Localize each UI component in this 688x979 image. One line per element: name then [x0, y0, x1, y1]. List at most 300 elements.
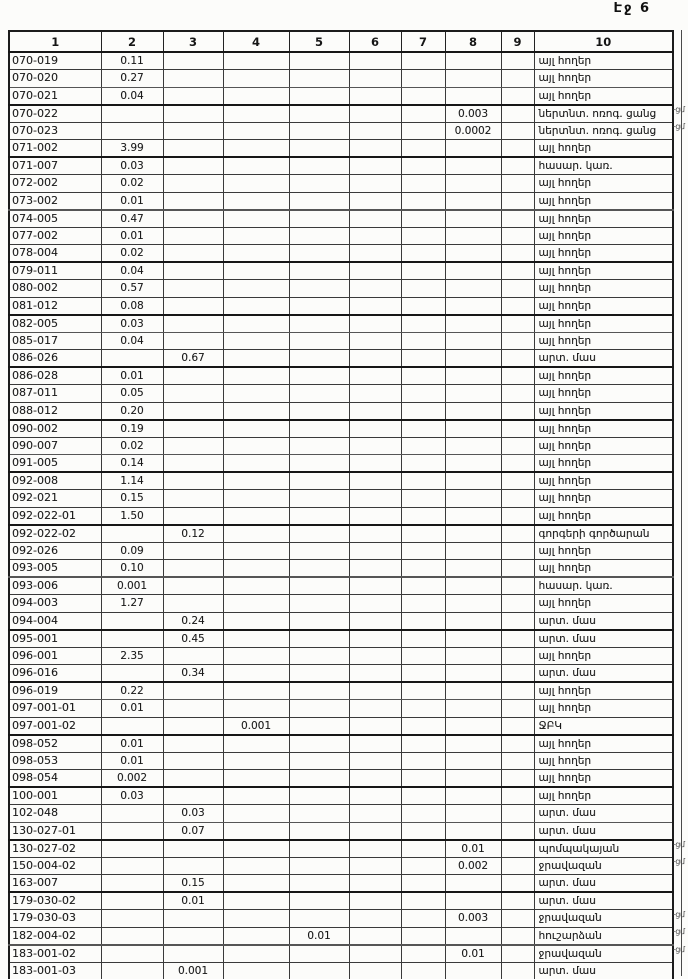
area-value-cell: 1.50	[101, 507, 163, 525]
table-row	[9, 490, 673, 508]
area-value-cell: 0.01	[101, 735, 163, 753]
area-value-cell	[445, 682, 501, 700]
area-value-cell	[401, 245, 445, 263]
area-value-cell	[223, 892, 289, 910]
land-register-table	[8, 30, 674, 979]
land-use-label: այլ հողեր	[534, 437, 673, 455]
area-value-cell	[501, 315, 534, 333]
area-value-cell: 0.15	[163, 875, 223, 893]
parcel-code: 085-017	[9, 332, 101, 350]
area-value-cell	[501, 927, 534, 945]
parcel-code: 130-027-02	[9, 840, 101, 858]
area-value-cell	[501, 962, 534, 979]
column-header: 5	[289, 31, 349, 52]
area-value-cell	[349, 927, 401, 945]
area-value-cell: 1.14	[101, 472, 163, 490]
area-value-cell	[445, 805, 501, 823]
parcel-code: 078-004	[9, 245, 101, 263]
table-row	[9, 122, 673, 140]
table-row	[9, 70, 673, 88]
parcel-code: 071-002	[9, 140, 101, 158]
parcel-code: 070-022	[9, 105, 101, 123]
area-value-cell: 0.07	[163, 822, 223, 840]
area-value-cell	[401, 945, 445, 963]
table-row	[9, 437, 673, 455]
area-value-cell	[163, 175, 223, 193]
area-value-cell	[289, 297, 349, 315]
land-use-label: այլ հողեր	[534, 332, 673, 350]
area-value-cell	[163, 910, 223, 928]
area-value-cell	[401, 262, 445, 280]
area-value-cell	[163, 122, 223, 140]
area-value-cell	[501, 735, 534, 753]
area-value-cell	[445, 385, 501, 403]
area-value-cell	[223, 962, 289, 979]
area-value-cell	[501, 402, 534, 420]
area-value-cell	[401, 787, 445, 805]
area-value-cell	[445, 542, 501, 560]
table-row	[9, 717, 673, 735]
table-row	[9, 962, 673, 979]
area-value-cell	[349, 682, 401, 700]
table-row	[9, 630, 673, 648]
area-value-cell	[289, 437, 349, 455]
parcel-code: 092-008	[9, 472, 101, 490]
area-value-cell	[501, 700, 534, 718]
parcel-code: 130-027-01	[9, 822, 101, 840]
area-value-cell	[289, 752, 349, 770]
parcel-code: 096-019	[9, 682, 101, 700]
parcel-code: 091-005	[9, 455, 101, 473]
area-value-cell	[349, 805, 401, 823]
area-value-cell	[445, 420, 501, 438]
area-value-cell	[445, 507, 501, 525]
area-value-cell	[223, 752, 289, 770]
table-row	[9, 752, 673, 770]
area-value-cell	[223, 490, 289, 508]
table-row	[9, 525, 673, 543]
land-use-label: ՋԲԿ	[534, 717, 673, 735]
area-value-cell	[223, 525, 289, 543]
area-value-cell: 0.01	[101, 752, 163, 770]
parcel-code: 096-001	[9, 647, 101, 665]
area-value-cell	[501, 297, 534, 315]
land-use-label: այլ հողեր	[534, 402, 673, 420]
area-value-cell: 0.001	[163, 962, 223, 979]
area-value-cell	[163, 245, 223, 263]
area-value-cell	[349, 630, 401, 648]
land-use-label: այլ հողեր	[534, 245, 673, 263]
area-value-cell	[401, 700, 445, 718]
area-value-cell	[289, 770, 349, 788]
area-value-cell	[223, 472, 289, 490]
area-value-cell	[401, 542, 445, 560]
area-value-cell	[289, 122, 349, 140]
area-value-cell	[289, 420, 349, 438]
area-value-cell	[349, 840, 401, 858]
area-value-cell	[349, 262, 401, 280]
area-value-cell	[501, 122, 534, 140]
area-value-cell: 0.01	[101, 367, 163, 385]
table-row	[9, 647, 673, 665]
area-value-cell	[223, 560, 289, 578]
parcel-code: 094-003	[9, 595, 101, 613]
area-value-cell	[401, 157, 445, 175]
area-value-cell	[349, 665, 401, 683]
parcel-code: 079-011	[9, 262, 101, 280]
parcel-code: 081-012	[9, 297, 101, 315]
area-value-cell	[401, 385, 445, 403]
area-value-cell	[289, 175, 349, 193]
area-value-cell	[223, 577, 289, 595]
parcel-code: 071-007	[9, 157, 101, 175]
table-row	[9, 507, 673, 525]
area-value-cell	[349, 595, 401, 613]
table-row	[9, 682, 673, 700]
area-value-cell	[289, 367, 349, 385]
area-value-cell: 0.19	[101, 420, 163, 438]
area-value-cell	[289, 472, 349, 490]
area-value-cell	[101, 665, 163, 683]
area-value-cell	[349, 717, 401, 735]
table-row	[9, 665, 673, 683]
area-value-cell	[289, 262, 349, 280]
area-value-cell	[401, 630, 445, 648]
parcel-code: 102-048	[9, 805, 101, 823]
area-value-cell	[163, 647, 223, 665]
parcel-code: 097-001-02	[9, 717, 101, 735]
area-value-cell	[163, 840, 223, 858]
area-value-cell	[163, 385, 223, 403]
area-value-cell	[289, 350, 349, 368]
area-value-cell	[101, 945, 163, 963]
land-use-label: այլ հողեր	[534, 700, 673, 718]
area-value-cell	[223, 612, 289, 630]
area-value-cell	[223, 122, 289, 140]
margin-annotation: -ցմ	[672, 121, 685, 132]
table-row	[9, 612, 673, 630]
table-row	[9, 770, 673, 788]
area-value-cell	[163, 542, 223, 560]
land-use-label: այլ հողեր	[534, 787, 673, 805]
parcel-code: 098-054	[9, 770, 101, 788]
land-use-label: այլ հողեր	[534, 420, 673, 438]
area-value-cell: 0.02	[101, 175, 163, 193]
land-use-label: ջրավազան	[534, 945, 673, 963]
area-value-cell	[163, 367, 223, 385]
area-value-cell	[101, 840, 163, 858]
area-value-cell	[501, 245, 534, 263]
area-value-cell	[223, 192, 289, 210]
area-value-cell	[349, 122, 401, 140]
area-value-cell	[223, 437, 289, 455]
parcel-code: 086-028	[9, 367, 101, 385]
area-value-cell	[501, 647, 534, 665]
area-value-cell	[445, 787, 501, 805]
area-value-cell	[501, 770, 534, 788]
parcel-code: 070-021	[9, 87, 101, 105]
area-value-cell	[163, 735, 223, 753]
area-value-cell	[163, 682, 223, 700]
area-value-cell	[223, 700, 289, 718]
area-value-cell: 0.27	[101, 70, 163, 88]
area-value-cell	[223, 297, 289, 315]
area-value-cell	[349, 507, 401, 525]
table-row	[9, 350, 673, 368]
table-row	[9, 367, 673, 385]
parcel-code: 090-002	[9, 420, 101, 438]
area-value-cell: 0.02	[101, 245, 163, 263]
area-value-cell	[445, 630, 501, 648]
area-value-cell: 0.0002	[445, 122, 501, 140]
area-value-cell	[501, 105, 534, 123]
area-value-cell: 0.47	[101, 210, 163, 228]
land-use-label: այլ հողեր	[534, 472, 673, 490]
area-value-cell	[349, 822, 401, 840]
column-header: 9	[501, 31, 534, 52]
column-header: 10	[534, 31, 673, 52]
area-value-cell	[349, 542, 401, 560]
area-value-cell	[289, 612, 349, 630]
area-value-cell	[401, 140, 445, 158]
area-value-cell: 0.14	[101, 455, 163, 473]
area-value-cell: 0.04	[101, 332, 163, 350]
area-value-cell	[501, 140, 534, 158]
area-value-cell	[289, 52, 349, 70]
area-value-cell	[163, 192, 223, 210]
area-value-cell	[349, 770, 401, 788]
area-value-cell	[289, 910, 349, 928]
column-header: 7	[401, 31, 445, 52]
parcel-code: 088-012	[9, 402, 101, 420]
area-value-cell	[101, 612, 163, 630]
area-value-cell: 0.01	[289, 927, 349, 945]
table-row	[9, 297, 673, 315]
land-use-label: այլ հողեր	[534, 87, 673, 105]
parcel-code: 073-002	[9, 192, 101, 210]
area-value-cell	[223, 385, 289, 403]
area-value-cell	[445, 700, 501, 718]
area-value-cell	[501, 175, 534, 193]
area-value-cell	[501, 840, 534, 858]
area-value-cell	[501, 332, 534, 350]
area-value-cell	[289, 665, 349, 683]
area-value-cell	[401, 227, 445, 245]
area-value-cell	[501, 717, 534, 735]
table-row	[9, 910, 673, 928]
parcel-code: 094-004	[9, 612, 101, 630]
land-use-label: այլ հողեր	[534, 280, 673, 298]
area-value-cell	[163, 402, 223, 420]
land-use-label: ջրավազան	[534, 910, 673, 928]
area-value-cell	[101, 805, 163, 823]
area-value-cell	[501, 87, 534, 105]
area-value-cell: 0.02	[101, 437, 163, 455]
margin-annotation: -ցմ	[672, 856, 685, 867]
area-value-cell	[163, 70, 223, 88]
area-value-cell	[501, 542, 534, 560]
table-row	[9, 52, 673, 70]
area-value-cell	[289, 192, 349, 210]
area-value-cell	[401, 682, 445, 700]
area-value-cell	[289, 402, 349, 420]
area-value-cell	[401, 840, 445, 858]
area-value-cell	[445, 350, 501, 368]
area-value-cell	[289, 682, 349, 700]
area-value-cell: 0.03	[163, 805, 223, 823]
area-value-cell	[349, 472, 401, 490]
area-value-cell	[289, 525, 349, 543]
area-value-cell	[223, 647, 289, 665]
land-use-label: այլ հողեր	[534, 735, 673, 753]
parcel-code: 070-019	[9, 52, 101, 70]
area-value-cell	[401, 455, 445, 473]
area-value-cell	[445, 262, 501, 280]
parcel-code: 095-001	[9, 630, 101, 648]
area-value-cell	[349, 175, 401, 193]
land-use-label: արտ. մաս	[534, 962, 673, 979]
area-value-cell	[289, 227, 349, 245]
area-value-cell	[401, 367, 445, 385]
area-value-cell	[445, 577, 501, 595]
area-value-cell	[163, 752, 223, 770]
parcel-code: 098-053	[9, 752, 101, 770]
parcel-code: 182-004-02	[9, 927, 101, 945]
area-value-cell	[445, 962, 501, 979]
area-value-cell	[445, 175, 501, 193]
area-value-cell	[349, 315, 401, 333]
area-value-cell	[101, 962, 163, 979]
area-value-cell	[163, 332, 223, 350]
area-value-cell	[401, 105, 445, 123]
area-value-cell	[223, 245, 289, 263]
parcel-code: 070-020	[9, 70, 101, 88]
area-value-cell	[401, 752, 445, 770]
area-value-cell: 2.35	[101, 647, 163, 665]
area-value-cell	[401, 892, 445, 910]
area-value-cell	[349, 332, 401, 350]
area-value-cell: 0.03	[101, 157, 163, 175]
table-row	[9, 595, 673, 613]
area-value-cell	[163, 437, 223, 455]
area-value-cell	[223, 787, 289, 805]
area-value-cell	[401, 665, 445, 683]
table-row	[9, 157, 673, 175]
area-value-cell	[349, 87, 401, 105]
area-value-cell	[349, 52, 401, 70]
area-value-cell	[501, 262, 534, 280]
area-value-cell: 0.003	[445, 910, 501, 928]
area-value-cell	[501, 945, 534, 963]
area-value-cell	[289, 700, 349, 718]
area-value-cell	[163, 577, 223, 595]
land-use-label: արտ. մաս	[534, 805, 673, 823]
area-value-cell	[401, 402, 445, 420]
area-value-cell	[289, 805, 349, 823]
land-use-label: այլ հողեր	[534, 192, 673, 210]
area-value-cell	[401, 87, 445, 105]
area-value-cell	[163, 560, 223, 578]
land-use-label: ջրավազան	[534, 857, 673, 875]
area-value-cell	[445, 665, 501, 683]
area-value-cell	[163, 140, 223, 158]
area-value-cell	[501, 595, 534, 613]
parcel-code: 098-052	[9, 735, 101, 753]
area-value-cell	[223, 682, 289, 700]
area-value-cell: 0.01	[445, 840, 501, 858]
area-value-cell	[445, 245, 501, 263]
area-value-cell	[349, 402, 401, 420]
area-value-cell	[223, 402, 289, 420]
land-use-label: այլ հողեր	[534, 52, 673, 70]
area-value-cell	[163, 945, 223, 963]
area-value-cell	[401, 577, 445, 595]
area-value-cell	[401, 822, 445, 840]
area-value-cell	[401, 297, 445, 315]
land-use-label: արտ. մաս	[534, 875, 673, 893]
area-value-cell	[349, 140, 401, 158]
area-value-cell	[501, 857, 534, 875]
area-value-cell	[401, 70, 445, 88]
parcel-code: 092-022-01	[9, 507, 101, 525]
area-value-cell	[501, 210, 534, 228]
area-value-cell: 0.03	[101, 787, 163, 805]
table-row	[9, 577, 673, 595]
parcel-code: 093-006	[9, 577, 101, 595]
area-value-cell	[349, 612, 401, 630]
area-value-cell	[163, 297, 223, 315]
parcel-code: 077-002	[9, 227, 101, 245]
column-header: 8	[445, 31, 501, 52]
area-value-cell: 0.09	[101, 542, 163, 560]
area-value-cell	[223, 175, 289, 193]
area-value-cell	[289, 542, 349, 560]
area-value-cell	[101, 525, 163, 543]
area-value-cell: 0.11	[101, 52, 163, 70]
area-value-cell: 0.20	[101, 402, 163, 420]
area-value-cell	[349, 70, 401, 88]
parcel-code: 080-002	[9, 280, 101, 298]
table-row	[9, 735, 673, 753]
area-value-cell	[349, 420, 401, 438]
parcel-code: 092-021	[9, 490, 101, 508]
area-value-cell	[349, 437, 401, 455]
area-value-cell: 0.01	[101, 192, 163, 210]
table-row	[9, 210, 673, 228]
land-use-label: այլ հողեր	[534, 367, 673, 385]
area-value-cell	[223, 910, 289, 928]
area-value-cell	[445, 70, 501, 88]
area-value-cell	[289, 630, 349, 648]
area-value-cell	[401, 770, 445, 788]
area-value-cell	[401, 875, 445, 893]
area-value-cell	[289, 507, 349, 525]
land-use-label: արտ. մաս	[534, 822, 673, 840]
area-value-cell	[445, 822, 501, 840]
area-value-cell	[349, 892, 401, 910]
table-row	[9, 87, 673, 105]
area-value-cell	[501, 752, 534, 770]
area-value-cell	[223, 262, 289, 280]
table-row	[9, 857, 673, 875]
area-value-cell	[501, 52, 534, 70]
area-value-cell	[349, 647, 401, 665]
table-header-row	[9, 31, 673, 52]
parcel-code: 090-007	[9, 437, 101, 455]
area-value-cell	[349, 192, 401, 210]
area-value-cell	[445, 52, 501, 70]
area-value-cell	[501, 910, 534, 928]
